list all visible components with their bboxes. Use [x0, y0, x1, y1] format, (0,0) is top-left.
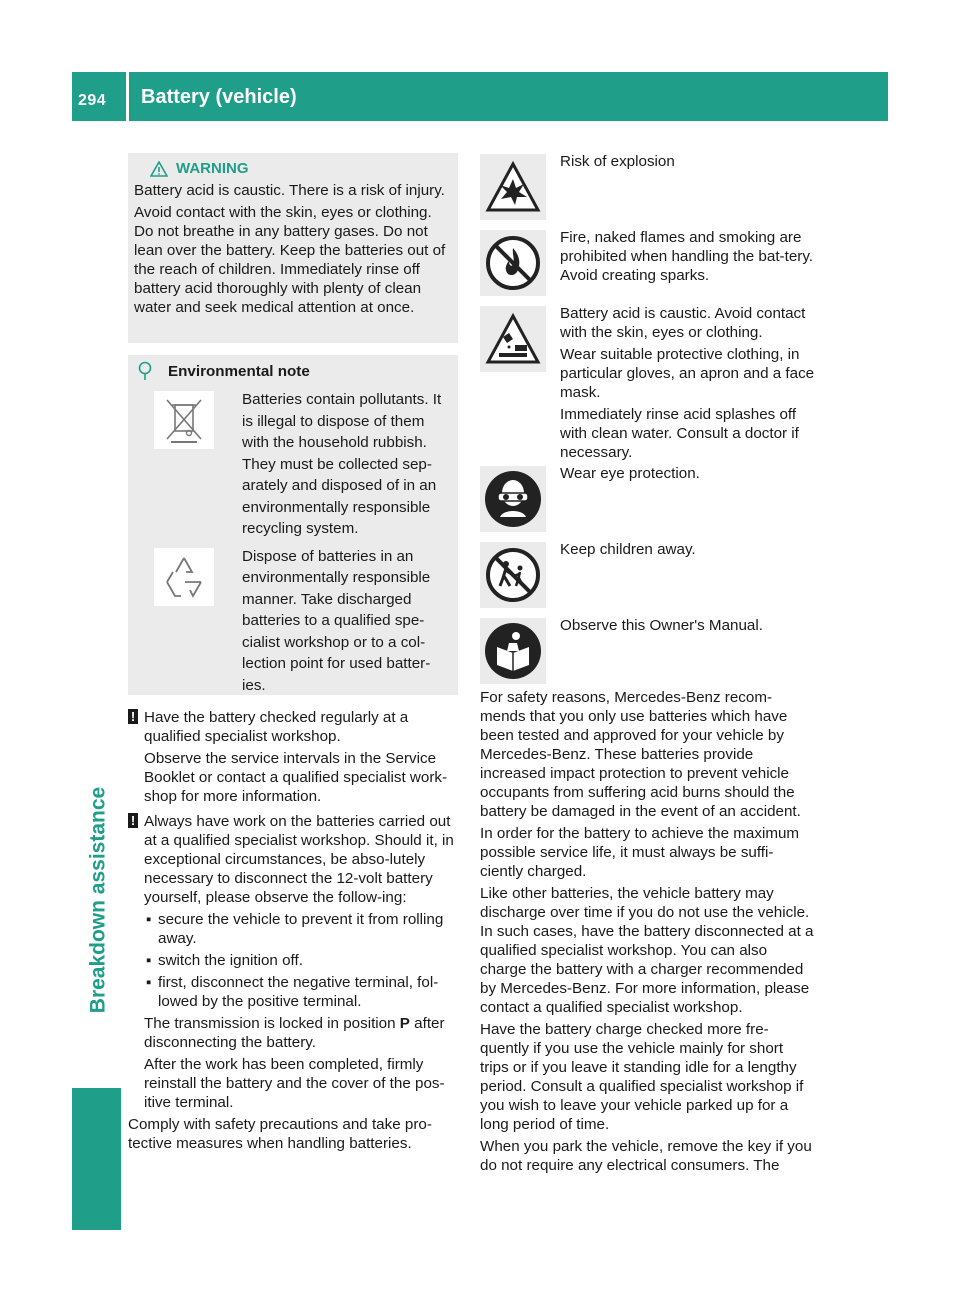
warning-paragraph: Avoid contact with the skin, eyes or clothing. Do not breathe in any battery gases. Do not lean over the battery. Keep the batteries out of the reach of children. Immediately rinse off battery acid thoroughly with plenty of clean water and seek medical attention at once.: [134, 204, 446, 316]
notice-paragraph: Always have work on the batteries carried out at a qualified specialist workshop. Should it, in exceptional circumstances, be abso-lutely necessary to disconnect the 12-volt battery yourself, please observe the follow-ing:: [144, 813, 454, 906]
hazard-symbol-text: Battery acid is caustic. Avoid contact with the skin, eyes or clothing.: [560, 305, 806, 341]
comply-paragraph-wrap: [128, 1115, 460, 1153]
warning-box: [128, 153, 458, 343]
notice-paragraph: After the work has been completed, firmly reinstall the battery and the cover of the pos-itive terminal.: [144, 1056, 445, 1111]
page-title: Battery (vehicle): [141, 86, 297, 108]
list-item-text: secure the vehicle to prevent it from rolling away.: [158, 911, 444, 947]
environmental-item-text: Batteries contain pollutants. It is illegal to dispose of them with the household rubbish. They must be collected sep-arately and disposed of in an environmentally responsible recycling system.: [242, 391, 442, 537]
read-manual-icon: [480, 618, 546, 684]
right-column-text: [480, 688, 814, 1178]
hazard-symbol-item: [480, 540, 816, 616]
hazard-symbol-list: [480, 152, 816, 692]
warning-label: WARNING: [176, 160, 249, 177]
list-item-text: switch the ignition off.: [158, 952, 303, 969]
corrosive-hazard-icon: [480, 306, 546, 372]
crossed-out-bin-icon: [154, 391, 214, 449]
no-fire-icon: [480, 230, 546, 296]
exclamation-icon: !: [128, 813, 138, 828]
hazard-symbol-item: [480, 304, 816, 464]
recycling-icon: [154, 548, 214, 606]
exclamation-icon: !: [128, 709, 138, 724]
hazard-symbol-text: Keep children away.: [560, 541, 696, 558]
environmental-item: [134, 389, 452, 540]
list-item: [144, 951, 460, 970]
left-column: [128, 708, 460, 1156]
comply-paragraph: Comply with safety precautions and take pro-tective measures when handling batteries.: [128, 1116, 432, 1152]
hazard-symbol-text: Immediately rinse acid splashes off with clean water. Consult a doctor if necessary.: [560, 406, 799, 461]
hazard-symbol-text: Risk of explosion: [560, 153, 675, 170]
page-number: 294: [78, 92, 107, 109]
explosion-hazard-icon: [480, 154, 546, 220]
environmental-item-text: Dispose of batteries in an environmentally responsible manner. Take discharged batteries to a qualified spe-cialist workshop or to a col-lection point for used batter-ies.: [242, 547, 431, 694]
warning-paragraph: Battery acid is caustic. There is a risk of injury.: [134, 182, 445, 199]
hazard-symbol-item: [480, 152, 816, 228]
body-paragraph: When you park the vehicle, remove the key if you do not require any electrical consumers. The: [480, 1138, 812, 1174]
environmental-heading: [136, 361, 452, 381]
side-tab-text: Breakdown assistance: [86, 786, 110, 1014]
hazard-symbol-item: [480, 464, 816, 540]
list-item: [144, 910, 460, 948]
hazard-symbol-text: Observe this Owner's Manual.: [560, 617, 763, 634]
environmental-label: Environmental note: [168, 362, 310, 380]
hazard-symbol-text: Fire, naked flames and smoking are prohibited when handling the bat-tery. Avoid creating sparks.: [560, 229, 814, 284]
transmission-text: after disconnecting the battery.: [144, 1015, 445, 1051]
header-separator: [126, 72, 129, 121]
bullet-list: [144, 910, 460, 1011]
environment-bulb-icon: [136, 361, 154, 381]
hazard-symbol-item: [480, 616, 816, 692]
keep-children-away-icon: [480, 542, 546, 608]
hazard-symbol-text: Wear suitable protective clothing, in particular gloves, an apron and a face mask.: [560, 346, 815, 401]
notice: [128, 812, 460, 1112]
bullet-icon: ▪: [146, 911, 152, 928]
warning-triangle-icon: [150, 161, 168, 177]
bullet-icon: ▪: [146, 952, 152, 969]
list-item-text: first, disconnect the negative terminal, fol-lowed by the positive terminal.: [158, 974, 439, 1010]
notice-paragraph: Have the battery checked regularly at a qualified specialist workshop.: [144, 709, 409, 745]
notice-paragraph: Observe the service intervals in the Service Booklet or contact a qualified specialist work-shop for more information.: [144, 750, 448, 805]
body-paragraph: Have the battery charge checked more fre-quently if you use the vehicle mainly for short trips or if you leave it standing idle for a lengthy period. Consult a qualified specialist workshop if you wish to leave your vehicle parked up for a long period of time.: [480, 1021, 804, 1133]
warning-heading: [150, 159, 452, 178]
body-paragraph: In order for the battery to achieve the maximum possible service life, it must always be suffi-ciently charged.: [480, 825, 800, 880]
body-paragraph: Like other batteries, the vehicle battery may discharge over time if you do not use the vehicle. In such cases, have the battery disconnected at a qualified specialist workshop. You can also charge the battery with a charger recommended by Mercedes-Benz. For more information, please contact a qualified specialist workshop.: [480, 885, 814, 1016]
hazard-symbol-item: [480, 228, 816, 304]
transmission-text: The transmission is locked in position: [144, 1015, 396, 1032]
hazard-symbol-text: Wear eye protection.: [560, 465, 700, 482]
environmental-item: [134, 546, 452, 697]
body-paragraph: For safety reasons, Mercedes-Benz recom-mends that you only use batteries which have been tested and approved for your vehicle by Mercedes-Benz. These batteries provide increased impact protection to prevent vehicle occupants from suffering acid burns should the battery be damaged in the event of an accident.: [480, 689, 801, 820]
notice-paragraph: [144, 1014, 460, 1052]
list-item: [144, 973, 460, 1011]
environmental-note-box: [128, 355, 458, 695]
eye-protection-icon: [480, 466, 546, 532]
notice: [128, 708, 460, 806]
side-tab-label: [78, 740, 118, 1060]
bullet-icon: ▪: [146, 974, 152, 991]
side-tab-bar: [72, 1088, 121, 1230]
transmission-position: P: [399, 1015, 410, 1032]
